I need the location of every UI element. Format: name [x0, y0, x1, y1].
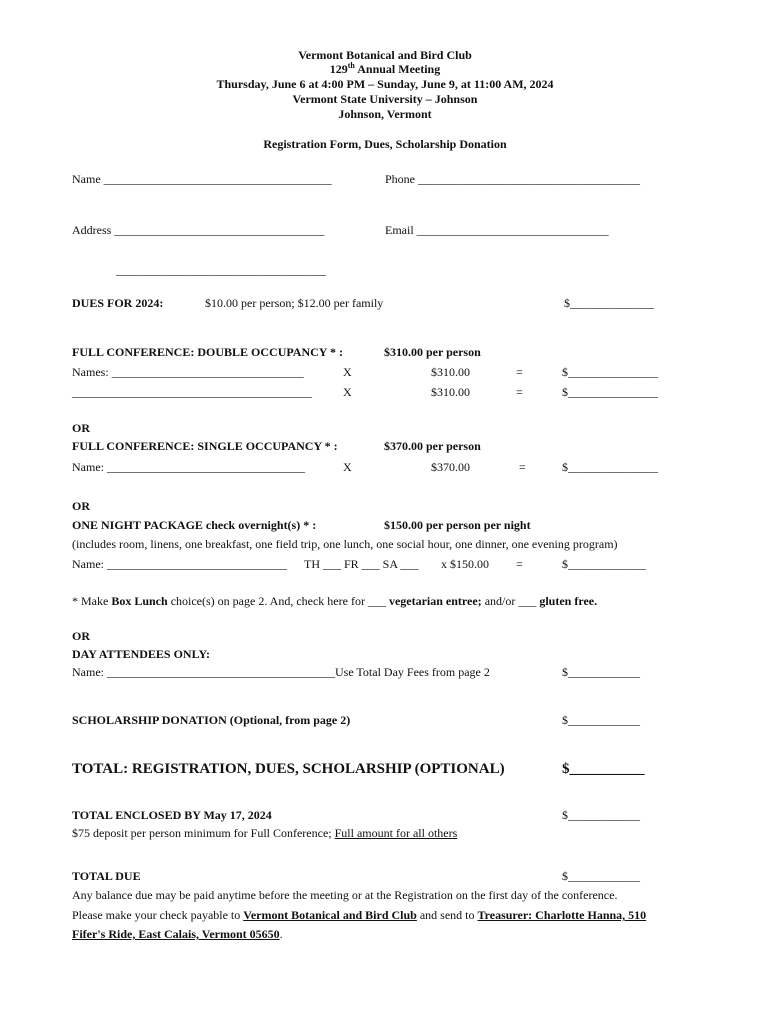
address-field[interactable]: Address ___________________________________: [72, 223, 325, 237]
one-night-multiplier: x $150.00: [441, 557, 489, 571]
meeting-venue: Vermont State University – Johnson: [292, 92, 478, 106]
double-names-field[interactable]: Names: ________________________________: [72, 365, 304, 379]
single-name-field[interactable]: Name: _________________________________: [72, 460, 305, 474]
overnight-days-checks[interactable]: TH ___ FR ___ SA ___: [304, 557, 419, 571]
dues-label: DUES FOR 2024:: [72, 296, 164, 310]
check-payable-line: Please make your check payable to Vermont Botanical and Bird Club and send to Treasurer: Charlotte Hanna, 510: [72, 908, 647, 922]
single-dollar-field[interactable]: $_______________: [562, 460, 658, 474]
double-equals-2: =: [516, 385, 523, 399]
single-occupancy-label: FULL CONFERENCE: SINGLE OCCUPANCY * :: [72, 439, 338, 453]
phone-field[interactable]: Phone _____________________________________: [385, 172, 640, 186]
one-night-equals: =: [516, 557, 523, 571]
meeting-number: 129th Annual Meeting: [329, 61, 441, 76]
total-due-label: TOTAL DUE: [72, 869, 141, 883]
scholarship-label: SCHOLARSHIP DONATION (Optional, from page 2): [72, 713, 351, 727]
total-due-dollar-field[interactable]: $____________: [562, 869, 640, 883]
day-attendee-name-field[interactable]: Name: ______________________________________Use Total Day Fees from page 2: [72, 665, 490, 679]
total-registration-dollar-field[interactable]: $__________: [562, 761, 645, 777]
form-title: Registration Form, Dues, Scholarship Donation: [263, 137, 507, 151]
email-field[interactable]: Email ________________________________: [385, 223, 609, 237]
one-night-dollar-field[interactable]: $_____________: [562, 557, 646, 571]
day-dollar-field[interactable]: $____________: [562, 665, 640, 679]
total-enclosed-label: TOTAL ENCLOSED BY May 17, 2024: [72, 808, 272, 822]
double-occupancy-price: $310.00 per person: [384, 345, 481, 359]
double-equals-1: =: [516, 365, 523, 379]
double-name-2-field[interactable]: ________________________________________: [72, 385, 312, 399]
address-line-2-field[interactable]: ___________________________________: [116, 263, 326, 277]
single-times: X: [343, 460, 352, 474]
gluten-free-check[interactable]: ___: [518, 594, 537, 608]
scholarship-dollar-field[interactable]: $____________: [562, 713, 640, 727]
or-label: OR: [72, 421, 90, 435]
balance-note: Any balance due may be paid anytime before the meeting or at the Registration on the first day of the conference.: [72, 888, 618, 902]
single-occupancy-price: $370.00 per person: [384, 439, 481, 453]
org-title: Vermont Botanical and Bird Club: [298, 48, 472, 62]
or-label: OR: [72, 629, 90, 643]
one-night-label: ONE NIGHT PACKAGE check overnight(s) * :: [72, 518, 317, 532]
one-night-price: $150.00 per person per night: [384, 518, 531, 532]
single-amount: $370.00: [431, 460, 470, 474]
one-night-includes: (includes room, linens, one breakfast, one field trip, one lunch, one social hour, one dinner, one evening program): [72, 537, 618, 551]
vegetarian-check[interactable]: ___: [367, 594, 386, 608]
day-attendees-label: DAY ATTENDEES ONLY:: [72, 647, 211, 661]
name-field[interactable]: Name ______________________________________: [72, 172, 332, 186]
total-enclosed-dollar-field[interactable]: $____________: [562, 808, 640, 822]
dues-description: $10.00 per person; $12.00 per family: [205, 296, 384, 310]
box-lunch-note: * Make Box Lunch choice(s) on page 2. And, check here for ___ vegetarian entree; and/or ___ gluten free.: [72, 594, 598, 608]
single-equals: =: [519, 460, 526, 474]
meeting-town: Johnson, Vermont: [338, 107, 432, 121]
or-label: OR: [72, 499, 90, 513]
deposit-note: $75 deposit per person minimum for Full Conference; Full amount for all others: [72, 826, 458, 840]
meeting-dates: Thursday, June 6 at 4:00 PM – Sunday, June 9, at 11:00 AM, 2024: [216, 77, 554, 91]
double-occupancy-label: FULL CONFERENCE: DOUBLE OCCUPANCY * :: [72, 345, 344, 359]
dues-amount-field[interactable]: $______________: [564, 296, 654, 310]
total-registration-label: TOTAL: REGISTRATION, DUES, SCHOLARSHIP (OPTIONAL): [72, 761, 505, 777]
double-dollar-field-1[interactable]: $_______________: [562, 365, 658, 379]
double-times-1: X: [343, 365, 352, 379]
double-amount-1: $310.00: [431, 365, 470, 379]
one-night-name-field[interactable]: Name: ______________________________: [72, 557, 287, 571]
double-amount-2: $310.00: [431, 385, 470, 399]
treasurer-address-line: Fifer's Ride, East Calais, Vermont 05650.: [72, 927, 283, 941]
double-dollar-field-2[interactable]: $_______________: [562, 385, 658, 399]
double-times-2: X: [343, 385, 352, 399]
